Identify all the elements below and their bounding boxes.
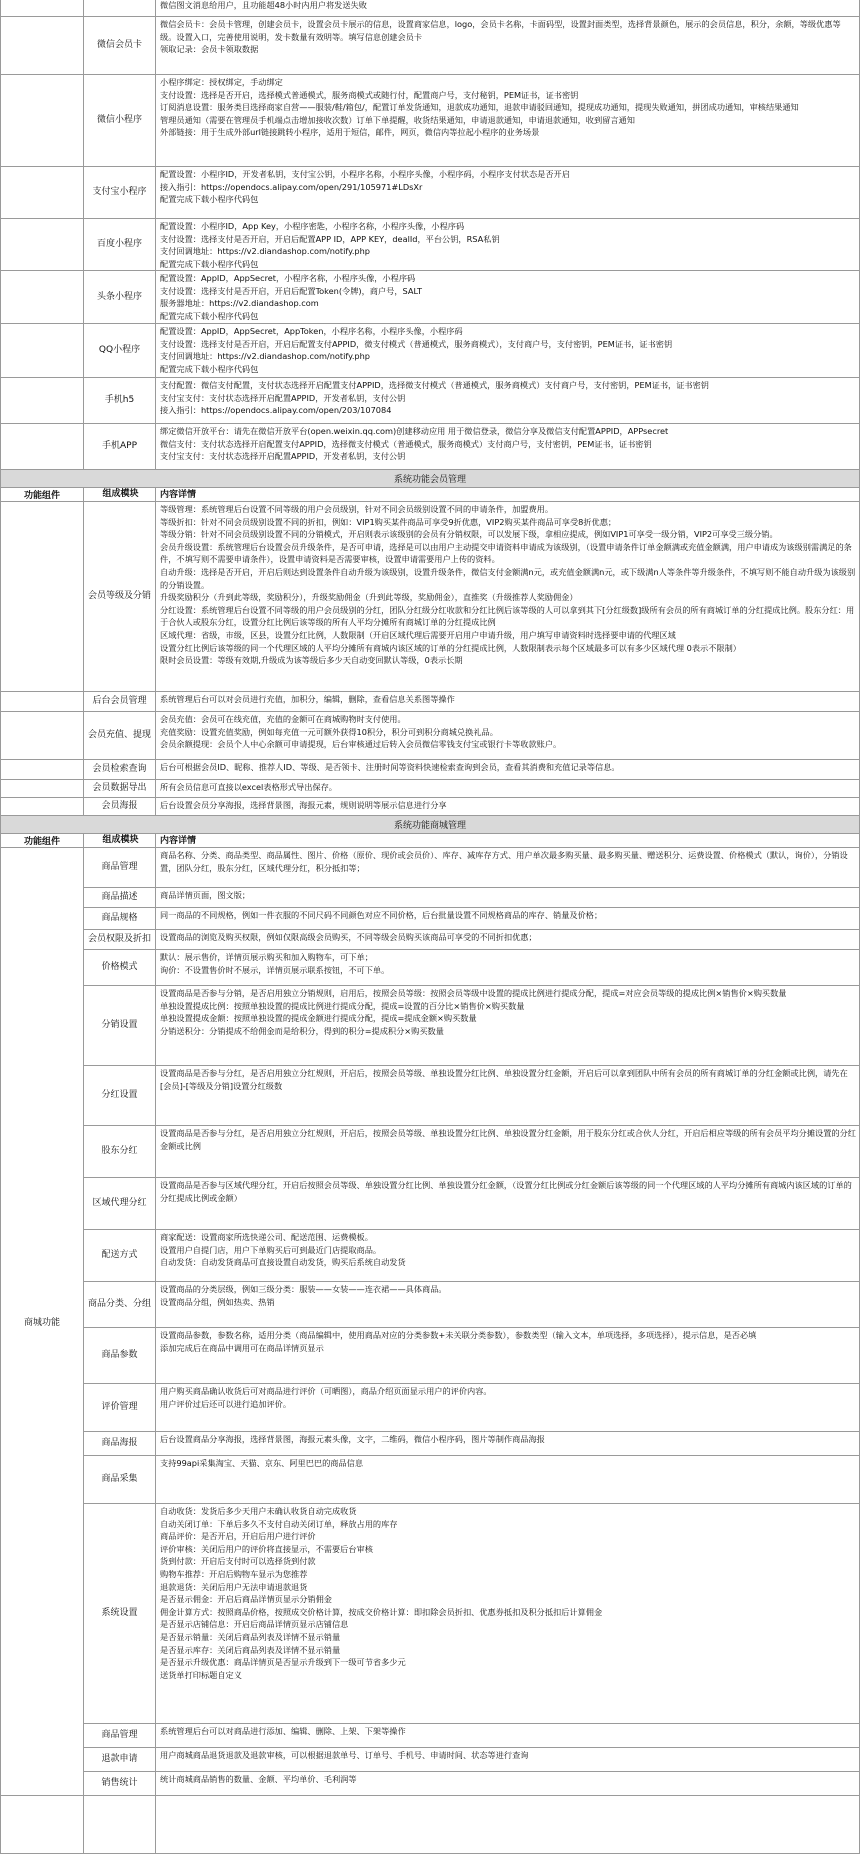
table-row	[0, 17, 860, 75]
content-cell: 系统管理后台可以对商品进行添加、编辑、删除、上架、下架等操作	[156, 1724, 860, 1748]
table-row	[0, 167, 860, 219]
table-header	[0, 834, 860, 848]
table-row	[0, 1178, 860, 1230]
module-cell: 会员检索查询	[84, 760, 156, 780]
table-row	[0, 848, 860, 888]
module-cell: 微信会员卡	[84, 17, 156, 75]
content-cell: 设置商品是否参与分红，是否启用独立分红规则，开启后，按照会员等级、单独设置分红比例、单独设置分红金额，用于股东分红或合伙人分红，开启后相应等级的所有会员平均分摊设置的分红金额或比例	[156, 1126, 860, 1178]
header-content: 内容详情	[156, 488, 860, 502]
module-cell: 会员权限及折扣	[84, 930, 156, 950]
module-cell: 销售统计	[84, 1772, 156, 1796]
header-module: 组成模块	[84, 834, 156, 848]
table-row	[0, 798, 860, 816]
module-cell: 价格模式	[84, 950, 156, 986]
module-cell: 股东分红	[84, 1126, 156, 1178]
module-cell: 系统设置	[84, 1504, 156, 1724]
table-row	[0, 908, 860, 930]
module-cell: 商品分类、分组	[84, 1282, 156, 1328]
header-component: 功能组件	[0, 488, 84, 502]
module-cell: 商品采集	[84, 1456, 156, 1504]
table-row	[0, 888, 860, 908]
content-cell: 用户商城商品退货退款及退款审核，可以根据退款单号、订单号、手机号、申请时间、状态等进行查询	[156, 1748, 860, 1772]
module-cell: 配送方式	[84, 1230, 156, 1282]
module-cell: QQ小程序	[84, 324, 156, 378]
module-cell: 分销设置	[84, 986, 156, 1066]
content-cell: 系统管理后台可以对会员进行充值，加积分，编辑，删除，查看信息关系图等操作	[156, 692, 860, 712]
table-row	[0, 378, 860, 424]
table-row	[0, 1456, 860, 1504]
table-row	[0, 1126, 860, 1178]
content-cell: 商品详情页面，图文版；	[156, 888, 860, 908]
table-row	[0, 75, 860, 167]
table-row	[0, 930, 860, 950]
content-cell: 所有会员信息可直接以excel表格形式导出保存。	[156, 780, 860, 798]
content-cell: 设置商品是否参与分销，是否启用独立分销规则，启用后，按照会员等级：按照会员等级中设置的提成比例进行提成分配，提成=对应会员等级的提成比例×销售价×购买数量 单独设置提成比例：按照单独设置的提成比例进行提成分配，提成=设置的百分比×销售价×购买数量 单独设置提成金额：按照单独设置的提成金额进行提成分配，提成=提成金额×购买数量 分销送积分：分销提成不给佣金而是给积分，得到的积分=提成积分×购买数量	[156, 986, 860, 1066]
table-row	[0, 760, 860, 780]
content-cell: 商家配送：设置商家所选快递公司、配送范围、运费模板。 设置用户自提门店，用户下单购买后可到最近门店提取商品。 自动发货：自动发货商品可直接设置自动发货，购买后系统自动发货	[156, 1230, 860, 1282]
content-cell: 商品名称、分类、商品类型、商品属性、图片、价格（原价、现价或会员价）、库存、减库存方式、用户单次最多购买量、最多购买量、赠送积分、运费设置、价格模式（默认，询价），分销设置，团队分红，股东分红，区域代理分红，积分抵扣等；	[156, 848, 860, 888]
table-row	[0, 986, 860, 1066]
table-row	[0, 1066, 860, 1126]
header-component: 功能组件	[0, 834, 84, 848]
content-cell: 设置商品是否参与区域代理分红，开启后按照会员等级、单独设置分红比例、单独设置分红金额，（设置分红比例或分红金额后该等级的同一个代理区域的人平均分摊所有商城内该区域的订单的分红提成比例或金额）	[156, 1178, 860, 1230]
table-row	[0, 1282, 860, 1328]
module-cell: 后台会员管理	[84, 692, 156, 712]
table-row	[0, 1772, 860, 1796]
table-row	[0, 712, 860, 760]
content-cell: 统计商城商品销售的数量、金额、平均单价、毛利润等	[156, 1772, 860, 1796]
module-cell: 手机APP	[84, 424, 156, 470]
content-cell: 设置商品的浏览及购买权限，例如仅限高级会员购买，不同等级会员购买该商品可享受的不同折扣优惠；	[156, 930, 860, 950]
component-cell	[0, 0, 84, 17]
table-row	[0, 219, 860, 271]
module-cell: 百度小程序	[84, 219, 156, 271]
table-row	[0, 1748, 860, 1772]
content-cell: 用户购买商品确认收货后可对商品进行评价（可晒图），商品介绍页面显示用户的评价内容。 用户评价过后还可以进行追加评价。	[156, 1384, 860, 1432]
bottom-partial-row	[0, 1796, 860, 1854]
component-merged-cell: 商城功能	[0, 848, 84, 1796]
module-cell: 头条小程序	[84, 271, 156, 324]
module-cell	[84, 0, 156, 17]
content-cell: 等级管理：系统管理后台设置不同等级的用户会员级别，针对不同会员级别设置不同的申请条件，加盟费用。 等级折扣：针对不同会员级别设置不同的折扣，例如：VIP1购买某件商品可享受9折优惠，VIP2购买某件商品可享受8折优惠； 等级分销：针对不同会员级别设置不同的分销模式，开启则表示该级别的会员有分销权限，可以发展下级，拿相应提成，例如VIP1可享受一级分销，VIP2可享受三级分销。 会员升级设置：系统管理后台设置会员升级条件，是否可申请，选择是可以由用户主动提交申请资料申请成为该级别，（设置申请条件订单金额满或充值金额满，用户申请成为该级别需满足的条件，不填写则不需要申请条件），设置申请资料是否需要审核，设置申请需要用户上传的资料。 自动升级：选择是否开启，开启后则达到设置条件自动升级为该级别，设置升级条件，微信支付金额满n元，或充值金额满n元，或下级满n人等条件等升级条件，不填写则不能自动升级为该级别的分销设置。 升级奖励积分（升到此等级，奖励积分），升级奖励佣金（升到此等级，奖励佣金），直推奖（升级推荐人奖励佣金） 分红设置：系统管理后台设置不同等级的用户会员级别的分红，团队分红级分红收款和分红比例后该等级的人可以拿到其下[分红级数]级所有会员的所有商城订单的分红提成比例。股东分红：用于合伙人或股东分红，设置分红比例后该等级的所有人平均分摊所有商城订单的分红提成比例 区域代理：省级，市级，区县，设置分红比例，人数限制（开启区域代理后需要开启用户申请升级，用户填写申请资料时选择要申请的代理区域 设置分红比例后该等级的同一个代理区域的人平均分摊所有商城内该区域的订单的分红提成比例，人数限制表示每个区域最多可以有多少区域代理 0表示不限制） 限时会员设置：等级有效期,升级成为该等级后多少天自动变回默认等级，0表示长期	[156, 502, 860, 692]
module-cell: 评价管理	[84, 1384, 156, 1432]
table-row	[0, 1384, 860, 1432]
table-row	[0, 502, 860, 692]
module-cell: 会员充值、提现	[84, 712, 156, 760]
content-cell: 小程序绑定：授权绑定，手动绑定 支付设置：选择是否开启，选择模式普通模式，服务商模式或随行付，配置商户号，支付秘钥，PEM证书，证书密钥 订阅消息设置：服务类目选择商家自营——服装/鞋/箱包/，配置订单发货通知，退款成功通知，退款申请驳回通知，提现成功通知，提现失败通知，拼团成功通知，审核结果通知 管理员通知（需要在管理员手机端点击增加接收次数）订单下单提醒，收货结果通知，申请退款通知，申请退款通知，收到留言通知 外部链接：用于生成外部url链接跳转小程序，适用于短信，邮件，网页，微信内等拉起小程序的业务场景	[156, 75, 860, 167]
content-cell: 微信图文消息给用户，且功能超48小时内用户将发送失败	[156, 0, 860, 17]
table-row	[0, 950, 860, 986]
section-title-member: 系统功能会员管理	[0, 470, 860, 488]
table-row	[0, 424, 860, 470]
module-cell: 区域代理分红	[84, 1178, 156, 1230]
module-cell: 商品规格	[84, 908, 156, 930]
top-partial-row	[0, 0, 860, 17]
content-cell: 支付配置：微信支付配置，支付状态选择开启配置支付APPID，选择微支付模式（普通模式，服务商模式）支付商户号，支付密钥，PEM证书，证书密钥 支付宝支付：支付状态选择开启配置APPID，开发者私钥，支付公钥 接入指引：https://opendocs.alipay.com/open/203/107084	[156, 378, 860, 424]
content-cell: 配置设置：AppID，AppSecret，小程序名称，小程序头像，小程序码 支付设置：选择支付是否开启，开启后配置Token(令牌)，商户号，SALT 服务器地址：https://v2.diandashop.com 配置完成下载小程序代码包	[156, 271, 860, 324]
content-cell: 设置商品是否参与分红，是否启用独立分红规则，开启后，按照会员等级、单独设置分红比例、单独设置分红金额，开启后可以拿到团队中所有会员的所有商城订单的分红金额或比例，请先在[会员]-[等级及分销]设置分红级数	[156, 1066, 860, 1126]
content-cell: 配置设置：小程序ID，App Key，小程序密匙，小程序名称，小程序头像，小程序码 支付设置：选择支付是否开启，开启后配置APP ID，APP KEY，dealId，平台公钥，RSA私钥 支付回调地址：https://v2.diandashop.com/notify.php 配置完成下载小程序代码包	[156, 219, 860, 271]
module-cell: 会员等级及分销	[84, 502, 156, 692]
table-row	[0, 1328, 860, 1384]
module-cell: 支付宝小程序	[84, 167, 156, 219]
table-row	[0, 1230, 860, 1282]
module-cell: 手机h5	[84, 378, 156, 424]
content-cell: 支持99api采集淘宝、天猫、京东、阿里巴巴的商品信息	[156, 1456, 860, 1504]
content-cell: 设置商品参数，参数名称，适用分类（商品编辑中，使用商品对应的分类参数+未关联分类参数），参数类型（输入文本，单项选择，多项选择），提示信息，是否必填 添加完成后在商品中调用可在商品详情页显示	[156, 1328, 860, 1384]
header-module: 组成模块	[84, 488, 156, 502]
module-cell: 微信小程序	[84, 75, 156, 167]
content-cell: 配置设置：AppID，AppSecret，AppToken，小程序名称，小程序头像，小程序码 支付设置：选择支付是否开启，开启后配置支付APPID，微支付模式（普通模式，服务商模式），支付商户号，支付密钥，PEM证书，证书密钥 支付回调地址：https://v2.diandashop.com/notify.php 配置完成下载小程序代码包	[156, 324, 860, 378]
table-row	[0, 692, 860, 712]
module-cell: 退款申请	[84, 1748, 156, 1772]
table-header	[0, 488, 860, 502]
content-cell: 微信会员卡：会员卡管理，创建会员卡，设置会员卡展示的信息，设置商家信息，logo，会员卡名称，卡面码型，设置封面类型，选择背景颜色，展示的会员信息，积分，余额，等级优惠等级。设置入口，完善使用说明，发卡数量有效明等。填写信息创建会员卡 领取记录：会员卡领取数据	[156, 17, 860, 75]
table-row	[0, 1432, 860, 1456]
content-cell: 会员充值：会员可在线充值，充值的金额可在商城购物时支付使用。 充值奖励：设置充值奖励，例如每充值一元可额外获得10积分，积分可到积分商城兑换礼品。 会员余额提现：会员个人中心余额可申请提现，后台审核通过后转入会员微信零钱支付宝或银行卡等收款账户。	[156, 712, 860, 760]
table-row	[0, 271, 860, 324]
section-title-mall: 系统功能商城管理	[0, 816, 860, 834]
content-cell: 自动收货：发货后多少天用户未确认收货自动完成收货 自动关闭订单：下单后多久不支付自动关闭订单，释放占用的库存 商品评价：是否开启，开启后用户进行评价 评价审核：关闭后用户的评价将直接显示，不需要后台审核 货到付款：开启后支付时可以选择货到付款 购物车推荐：开启后购物车显示为您推荐 退款退货：关闭后用户无法申请退款退货 是否显示佣金：开启后商品详情页显示分销佣金 佣金计算方式：按照商品价格，按照成交价格计算，按成交价格计算：即扣除会员折扣、优惠券抵扣及积分抵扣后计算佣金 是否显示店铺信息：开启后商品详情页显示店铺信息 是否显示销量：关闭后商品列表及详情不显示销量 是否显示库存：关闭后商品列表及详情不显示销量 是否显示升级优惠：商品详情页是否显示升级到下一级可节省多少元 送货单打印标题自定义	[156, 1504, 860, 1724]
header-content: 内容详情	[156, 834, 860, 848]
content-cell: 后台设置会员分享海报，选择背景图，海报元素，规则说明等展示信息进行分享	[156, 798, 860, 816]
content-cell: 默认：展示售价，详情页展示购买和加入购物车，可下单； 询价：不设置售价时不展示，详情页展示联系按钮，不可下单。	[156, 950, 860, 986]
content-cell: 绑定微信开放平台：请先在微信开放平台(open.weixin.qq.com)创建移动应用 用于微信登录，微信分享及微信支付配置APPID，APPsecret 微信支付：支付状态选择开启配置支付APPID，选择微支付模式（普通模式，服务商模式）支付商户号，支付密钥，PEM证书，证书密钥 支付宝支付：支付状态选择开启配置APPID，开发者私钥，支付公钥	[156, 424, 860, 470]
module-cell: 分红设置	[84, 1066, 156, 1126]
table-row	[0, 780, 860, 798]
content-cell: 同一商品的不同规格，例如一件衣服的不同尺码不同颜色对应不同价格，后台批量设置不同规格商品的库存、销量及价格；	[156, 908, 860, 930]
table-row	[0, 1724, 860, 1748]
module-cell: 商品参数	[84, 1328, 156, 1384]
module-cell: 商品海报	[84, 1432, 156, 1456]
module-cell: 会员海报	[84, 798, 156, 816]
module-cell: 商品管理	[84, 1724, 156, 1748]
module-cell: 商品描述	[84, 888, 156, 908]
content-cell: 设置商品的分类层级，例如三级分类：服装——女装——连衣裙——具体商品。 设置商品分组，例如热卖、热销	[156, 1282, 860, 1328]
module-cell: 会员数据导出	[84, 780, 156, 798]
content-cell: 后台可根据会员ID、昵称、推荐人ID、等级、是否领卡、注册时间等资料快速检索查询到会员，查看其消费和充值记录等信息。	[156, 760, 860, 780]
module-cell: 商品管理	[84, 848, 156, 888]
content-cell: 配置设置：小程序ID，开发者私钥，支付宝公钥，小程序名称，小程序头像，小程序码，小程序支付状态是否开启 接入指引：https://opendocs.alipay.com/open/291/105971#LDsXr 配置完成下载小程序代码包	[156, 167, 860, 219]
table-row	[0, 324, 860, 378]
table-row	[0, 1504, 860, 1724]
content-cell: 后台设置商品分享海报，选择背景图，海报元素头像，文字，二维码，微信小程序码，图片等制作商品海报	[156, 1432, 860, 1456]
